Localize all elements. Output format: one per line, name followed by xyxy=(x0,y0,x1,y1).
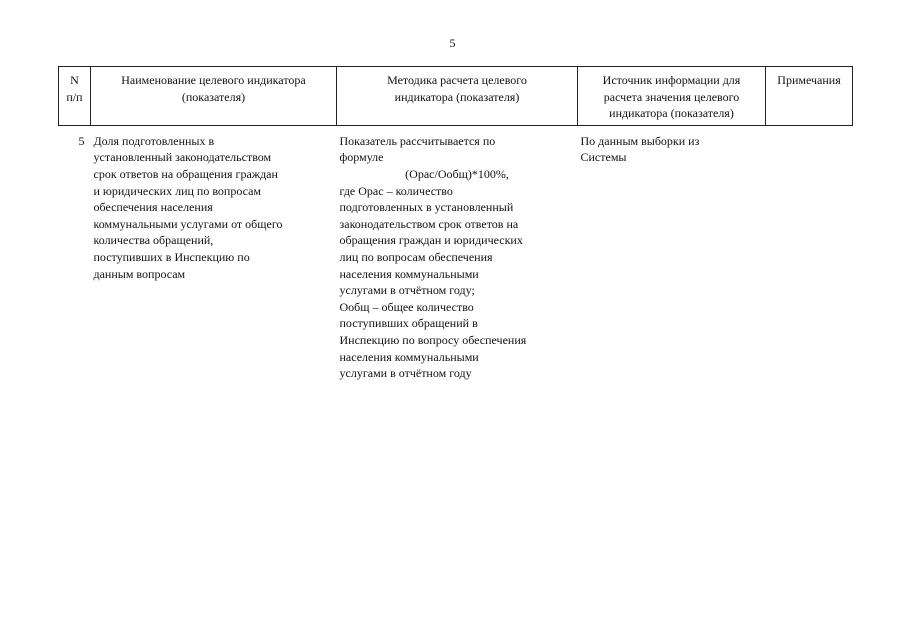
row-information-source: По данным выборки из Системы xyxy=(580,133,700,165)
row-calculation-method: Показатель рассчитывается по формуле (Орас/Ообщ)*100%, где Орас – количество подготовленных в установленный законодательством срок ответов на обращения граждан и юридических лиц по вопросам обеспечения населения коммунальными услугами в отчётном году; Ообщ – общее количество поступивших обращений в Инспекцию по вопросу обеспечения населения коммунальными услугами в отчётном году xyxy=(337,125,578,381)
header-notes: Примечания xyxy=(766,67,853,126)
indicator-table-container xyxy=(58,66,852,382)
table-header-row xyxy=(59,67,853,126)
header-information-source: Источник информации для расчета значения целевого индикатора (показателя) xyxy=(578,67,766,126)
header-calculation-method: Методика расчета целевого индикатора (показателя) xyxy=(337,67,578,126)
page-number: 5 xyxy=(449,36,456,50)
row-number: 5 xyxy=(78,133,85,148)
table-row xyxy=(59,125,853,381)
row-notes xyxy=(766,125,853,381)
indicator-table xyxy=(58,66,853,382)
formula: (Орас/Ообщ)*100%, xyxy=(405,166,509,181)
header-number: N п/п xyxy=(59,67,91,126)
row-indicator-name: Доля подготовленных в установленный законодательством срок ответов на обращения граждан и юридических лиц по вопросам обеспечения населения коммунальными услугами от общего количества обращений, поступивших в Инспекцию по данным вопросам xyxy=(93,133,283,281)
header-indicator-name: Наименование целевого индикатора (показателя) xyxy=(91,67,337,126)
